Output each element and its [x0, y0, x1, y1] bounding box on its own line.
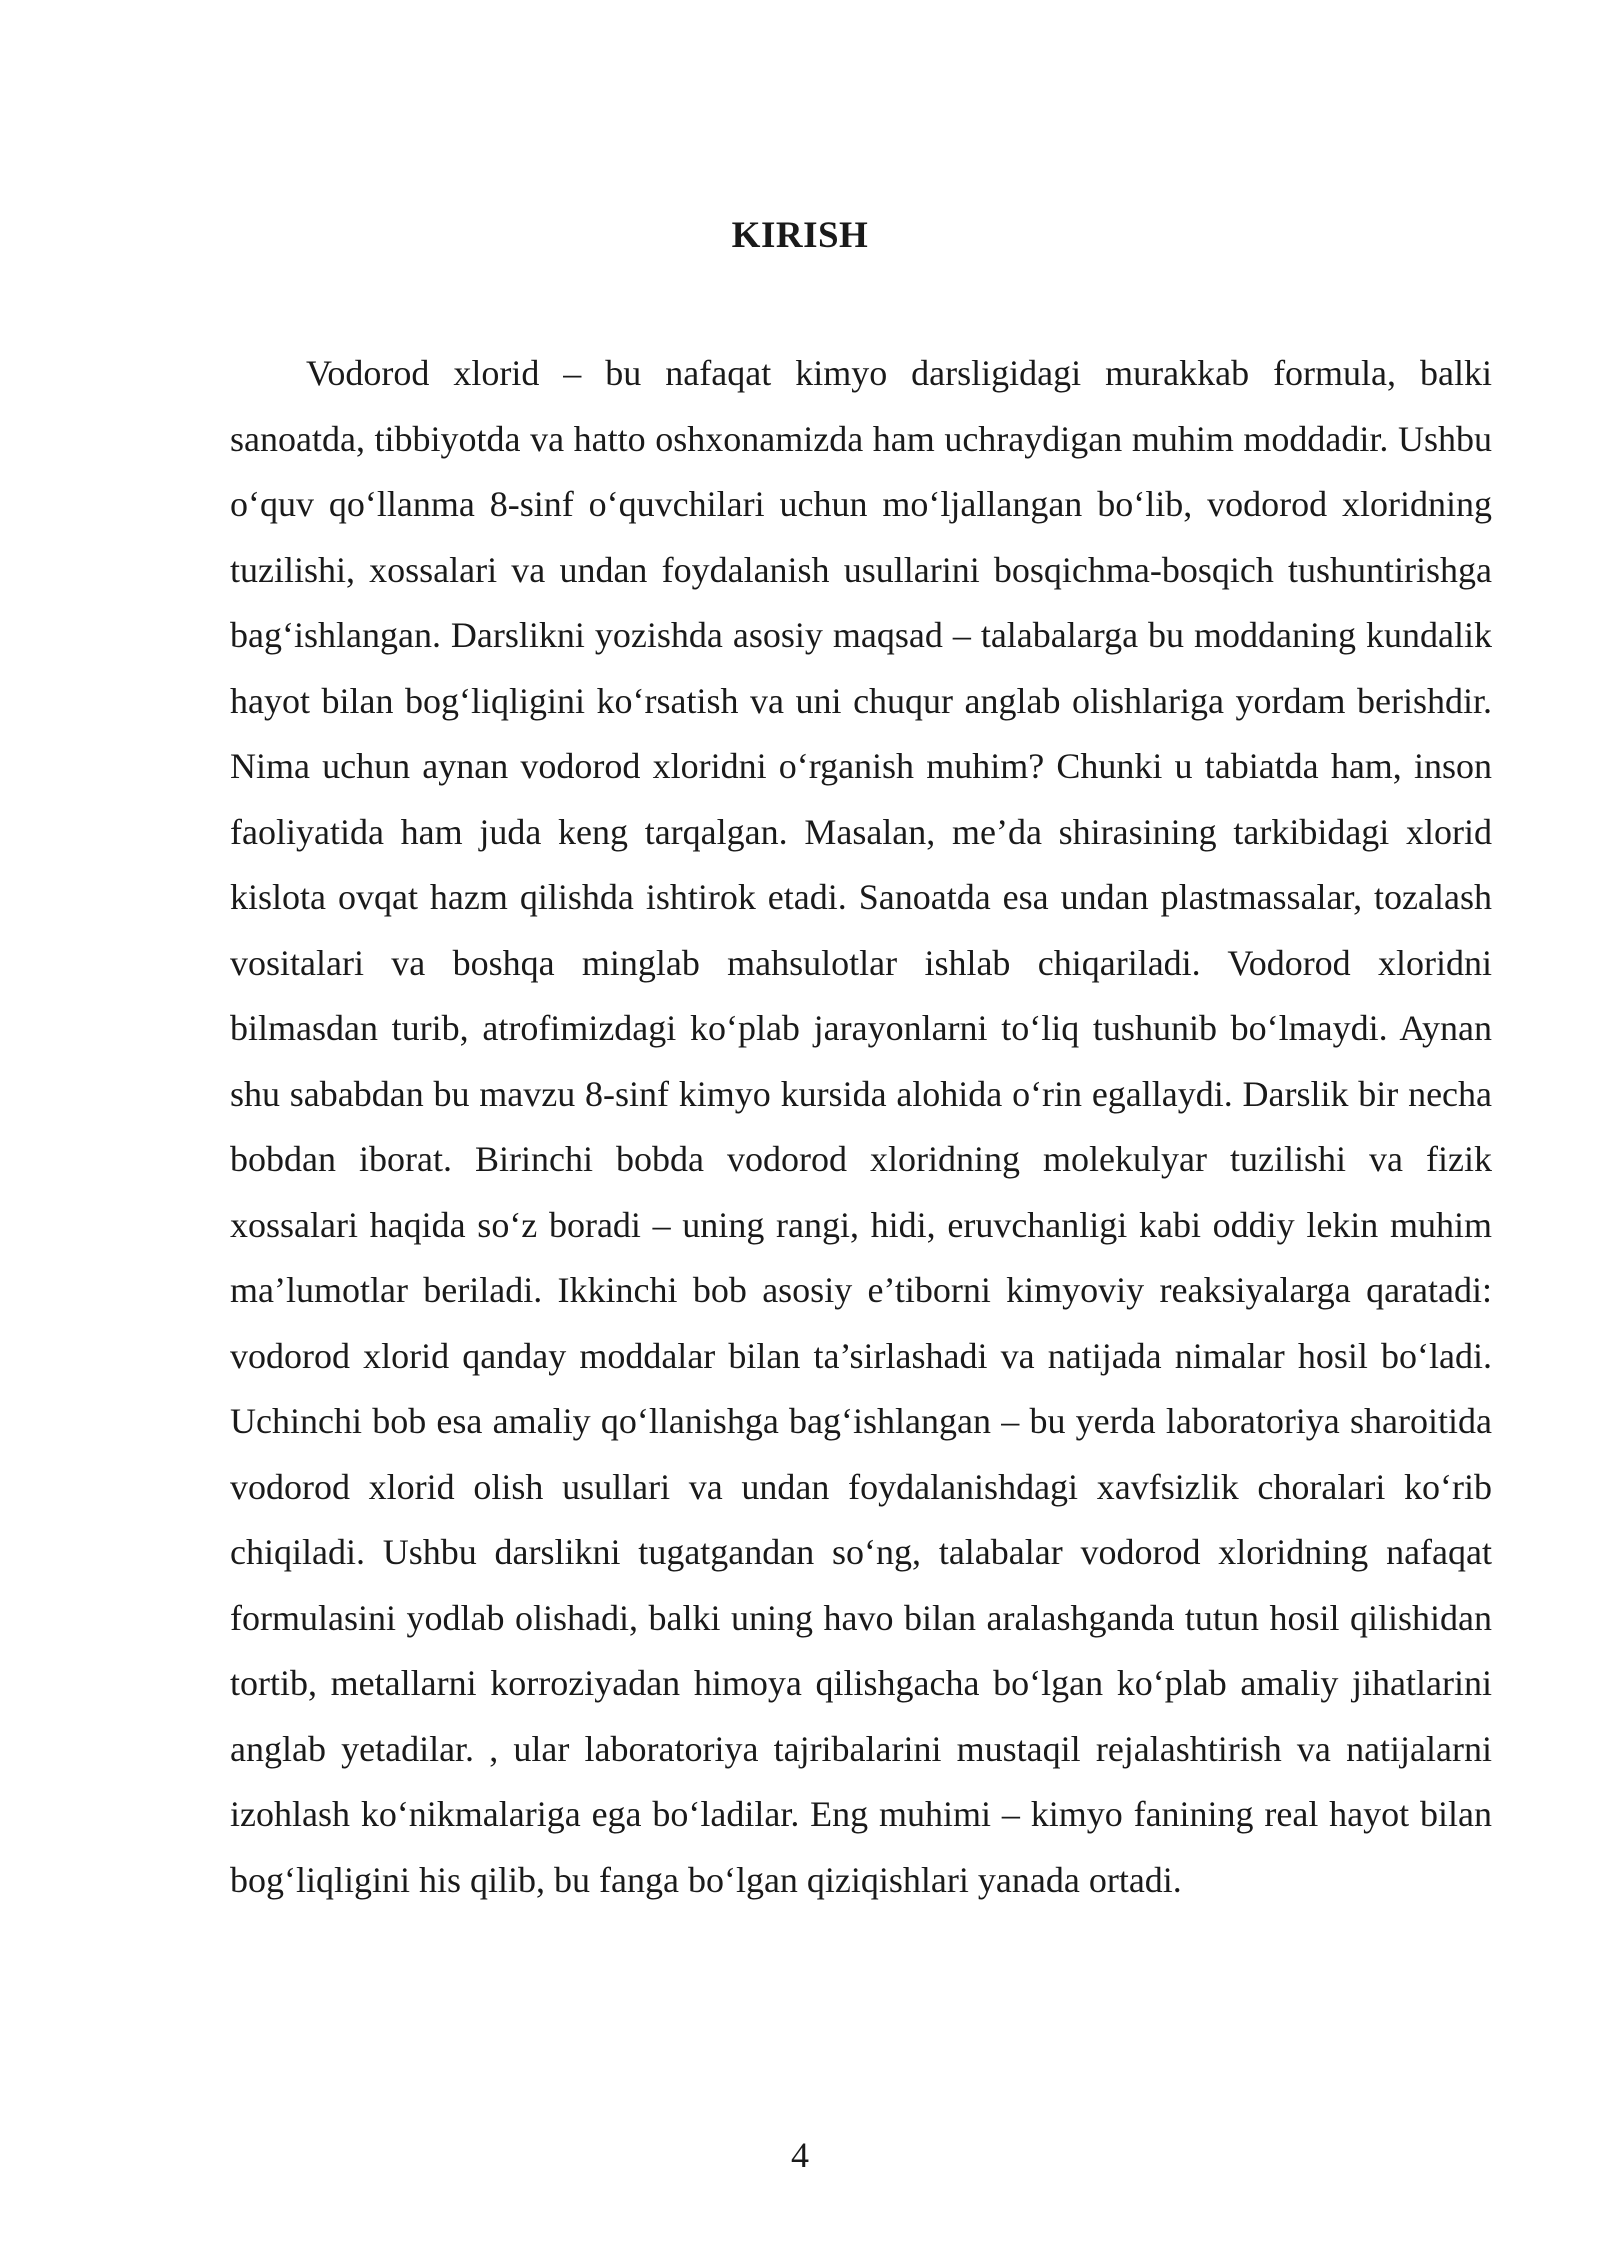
page-number: 4 [791, 2135, 809, 2175]
body-paragraph: Vodorod xlorid – bu nafaqat kimyo darsligidagi murakkab formula, balki sanoatda, tibbiyotda va hatto oshxonamizda ham uchraydigan muhim moddadir. Ushbu o‘quv qo‘llanma 8-sinf o‘quvchilari uchun mo‘ljallangan bo‘lib, vodorod xloridning tuzilishi, xossalari va undan foydalanish usullarini bosqichma-bosqich tushuntirishga bag‘ishlangan. Darslikni yozishda asosiy maqsad – talabalarga bu moddaning kundalik hayot bilan bog‘liqligini ko‘rsatish va uni chuqur anglab olishlariga yordam berishdir. Nima uchun aynan vodorod xloridni o‘rganish muhim? Chunki u tabiatda ham, inson faoliyatida ham juda keng tarqalgan. Masalan, me’da shirasining tarkibidagi xlorid kislota ovqat hazm qilishda ishtirok etadi. Sanoatda esa undan plastmassalar, tozalash vositalari va boshqa minglab mahsulotlar ishlab chiqariladi. Vodorod xloridni bilmasdan turib, atrofimizdagi ko‘plab jarayonlarni to‘liq tushunib bo‘lmaydi. Aynan shu sababdan bu mavzu 8-sinf kimyo kursida alohida o‘rin egallaydi. Darslik bir necha bobdan iborat. Birinchi bobda vodorod xloridning molekulyar tuzilishi va fizik xossalari haqida so‘z boradi – uning rangi, hidi, eruvchanligi kabi oddiy lekin muhim ma’lumotlar beriladi. Ikkinchi bob asosiy e’tiborni kimyoviy reaksiyalarga qaratadi: vodorod xlorid qanday moddalar bilan ta’sirlashadi va natijada nimalar hosil bo‘ladi. Uchinchi bob esa amaliy qo‘llanishga bag‘ishlangan – bu yerda laboratoriya sharoitida vodorod xlorid olish usullari va undan foydalanishdagi xavfsizlik choralari ko‘rib chiqiladi. Ushbu darslikni tugatgandan so‘ng, talabalar vodorod xloridning nafaqat formulasini yodlab olishadi, balki uning havo bilan aralashganda tutun hosil qilishidan tortib, metallarni korroziyadan himoya qilishgacha bo‘lgan ko‘plab amaliy jihatlarini anglab yetadilar. , ular laboratoriya tajribalarini mustaqil rejalashtirish va natijalarni izohlash ko‘nikmalariga ega bo‘ladilar. Eng muhimi – kimyo fanining real hayot bilan bog‘liqligini his qilib, bu fanga bo‘lgan qiziqishlari yanada ortadi. [230, 353, 1492, 1900]
section-title: KIRISH [731, 215, 869, 256]
